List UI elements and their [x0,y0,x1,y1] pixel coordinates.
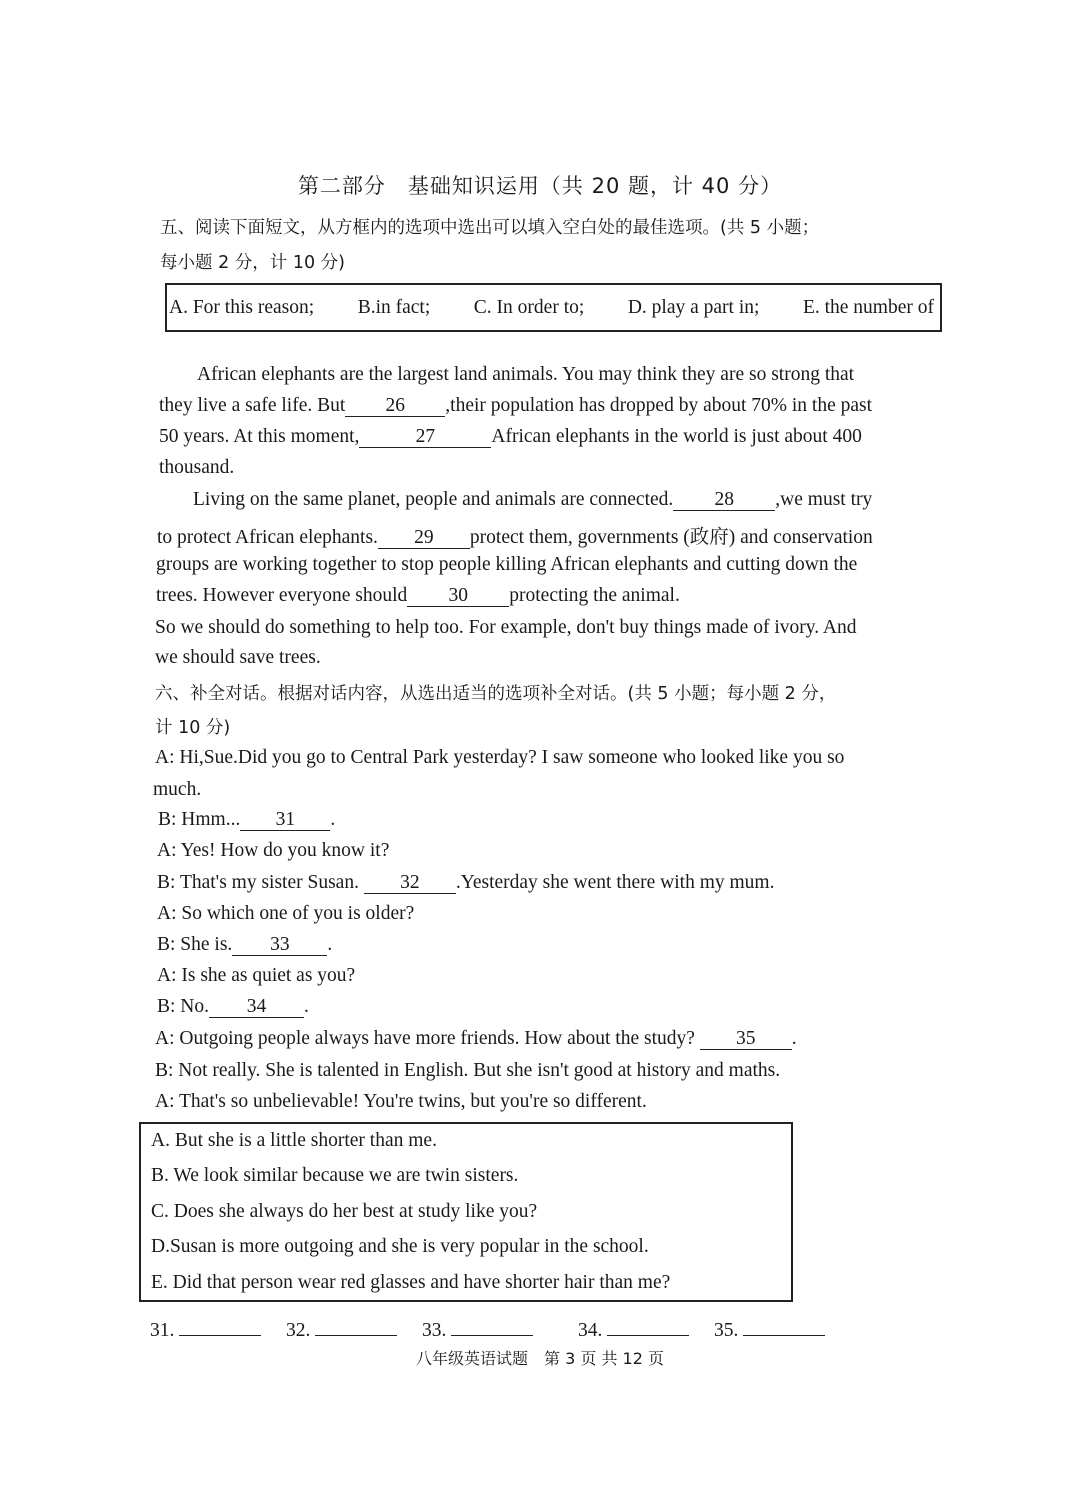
blank-33[interactable]: 33 [232,935,327,956]
answer-label: 31. [150,1320,175,1341]
passage-line: we should save trees. [155,647,321,668]
answer-label: 35. [714,1320,739,1341]
blank-32[interactable]: 32 [364,873,456,894]
passage-text: protect them, governments (政府) and conservation [469,527,873,548]
option-c: C. Does she always do her best at study like you? [151,1201,538,1222]
answer-31 [150,1317,261,1342]
part-title: 第二部分 基础知识运用（共 20 题，计 40 分） [297,174,783,198]
dialogue-line [157,934,332,956]
passage-line: thousand. [159,457,235,478]
answer-label: 33. [422,1320,447,1341]
dialogue-line: much. [153,779,202,800]
dialogue-line [157,996,309,1018]
passage-line [156,585,680,607]
passage-text: African elephants in the world is just about 400 [491,426,862,447]
dialogue-text: B: No. [157,996,210,1017]
blank-27[interactable]: 27 [359,427,491,448]
answer-blank-35[interactable] [743,1317,825,1336]
passage-line: African elephants are the largest land animals. You may think they are so strong that [197,364,855,385]
answer-label: 32. [286,1320,311,1341]
blank-30[interactable]: 30 [407,586,509,607]
passage-text: to protect African elephants. [157,527,378,548]
blank-31[interactable]: 31 [240,810,330,831]
dialogue-text: B: Hmm... [158,809,241,830]
section5-instruction: 五、阅读下面短文，从方框内的选项中选出可以填入空白处的最佳选项。(共 5 小题； [160,218,820,238]
option-d: D. play a part in; [627,297,760,318]
dialogue-line: A: So which one of you is older? [157,903,415,924]
dialogue-line: A: Hi,Sue.Did you go to Central Park yesterday? I saw someone who looked like you so [155,747,845,768]
passage-line: groups are working together to stop people killing African elephants and cutting down the [156,554,858,575]
passage-text: Living on the same planet, people and animals are connected. [193,489,674,510]
dialogue-text: B: She is. [157,934,233,955]
option-b: B. We look similar because we are twin sisters. [151,1165,519,1186]
dialogue-line [158,809,335,831]
dialogue-text: . [304,996,309,1017]
passage-text: they live a safe life. But [159,395,346,416]
passage-line: So we should do something to help too. For example, don't buy things made of ivory. And [155,617,857,638]
option-a: A. For this reason; [169,297,315,318]
dialogue-text: A: Outgoing people always have more friends. How about the study? [155,1028,695,1049]
dialogue-text: . [791,1028,797,1049]
dialogue-line: A: That's so unbelievable! You're twins, but you're so different. [155,1091,647,1112]
dialogue-line [155,1028,797,1050]
blank-35[interactable]: 35 [700,1029,792,1050]
answer-label: 34. [578,1320,603,1341]
answer-blank-31[interactable] [179,1317,261,1336]
dialogue-line: B: Not really. She is talented in English. But she isn't good at history and maths. [155,1060,781,1081]
dialogue-text: . [330,809,336,830]
dialogue-text: .Yesterday she went there with my mum. [455,872,775,893]
passage-line [157,521,873,549]
dialogue-line: A: Yes! How do you know it? [157,840,390,861]
passage-text: protecting the animal. [509,585,680,606]
passage-text: trees. However everyone should [156,585,408,606]
answer-32 [286,1317,397,1342]
dialogue-line: A: Is she as quiet as you? [157,965,356,986]
passage-line [159,395,872,417]
answer-blank-32[interactable] [315,1317,397,1336]
blank-26[interactable]: 26 [345,396,445,417]
section6-instruction: 六、补全对话。根据对话内容，从选出适当的选项补全对话。(共 5 小题；每小题 2 分， [155,684,837,704]
option-c: C. In order to; [473,297,585,318]
blank-29[interactable]: 29 [378,528,470,549]
option-d: D.Susan is more outgoing and she is very popular in the school. [151,1236,649,1257]
section5-options-box [165,283,942,332]
passage-line [193,489,872,511]
section6-options-box [139,1122,793,1302]
blank-28[interactable]: 28 [673,490,775,511]
dialogue-text: . [327,934,333,955]
answer-35 [714,1317,825,1342]
passage-text: ,their population has dropped by about 70% in the past [445,395,873,416]
section5-instruction-cont: 每小题 2 分，计 10 分) [160,253,345,273]
option-e: E. Did that person wear red glasses and have shorter hair than me? [151,1272,671,1293]
answer-blank-33[interactable] [451,1317,533,1336]
answer-blank-34[interactable] [607,1317,689,1336]
blank-34[interactable]: 34 [209,997,304,1018]
passage-line [159,426,862,448]
answer-33 [422,1317,533,1342]
passage-text: 50 years. At this moment, [159,426,360,447]
option-e: E. the number of [802,297,934,318]
answer-34 [578,1317,689,1342]
dialogue-line [157,872,774,894]
option-a: A. But she is a little shorter than me. [151,1130,437,1151]
dialogue-text: B: That's my sister Susan. [157,872,359,893]
section6-instruction-cont: 计 10 分) [155,718,231,738]
page-footer: 八年级英语试题 第 3 页 共 12 页 [416,1349,664,1368]
passage-text: ,we must try [775,489,873,510]
option-b: B.in fact; [357,297,431,318]
